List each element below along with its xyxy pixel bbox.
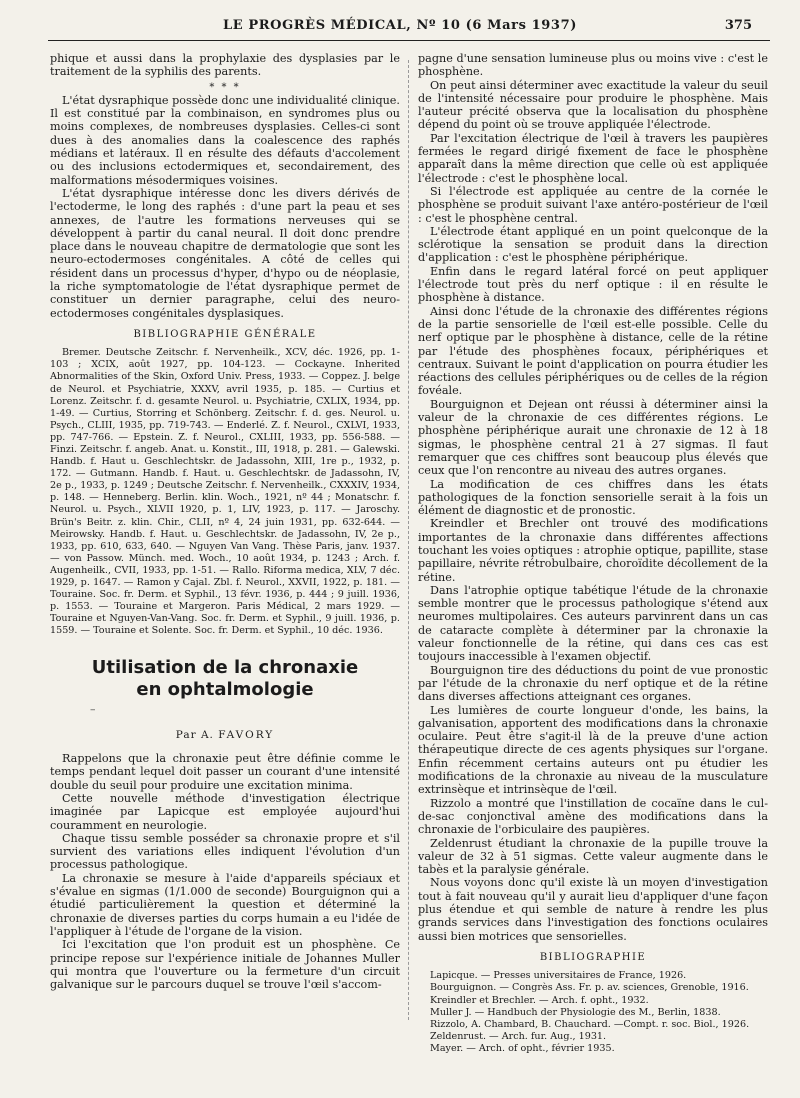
bibliography-list	[418, 970, 768, 1055]
bibliography-heading: BIBLIOGRAPHIE GÉNÉRALE	[133, 328, 317, 340]
paragraph: Rizzolo a montré que l'instillation de cocaïne dans le cul-de-sac conjonctival amène des modifications dans la chronaxie de l'orbiculaire des paupières.	[418, 796, 768, 837]
section-separator: * * *	[209, 81, 241, 93]
paragraph: Les lumières de courte longueur d'onde, les bains, la galvanisation, apportent des modifications dans la chronaxie oculaire. Peut être s'agit-il là de la preuve d'une action thérapeutique directe de ces agents physiques sur l'organe. Enfin récemment certains auteurs ont pu étudier les modifications de la chronaxie au niveau de la musculature extrinsèque et intrinsèque de l'œil.	[418, 703, 768, 797]
page-number: 375	[724, 18, 752, 33]
page-header	[48, 18, 752, 40]
article-title-line: en ophtalmologie	[136, 679, 314, 701]
paragraph: pagne d'une sensation lumineuse plus ou moins vive : c'est le phosphène.	[418, 52, 768, 79]
paragraph: Ici l'excitation que l'on produit est un phosphène. Ce principe repose sur l'expérience initiale de Johannes Muller qui montra que l'ouverture ou la fermeture d'un circuit galvanique sur le parcours duquel se trouve l'œil s'accom-	[50, 938, 400, 992]
paragraph: Par l'excitation électrique de l'œil à travers les paupières fermées le regard dirigé fixement de face le phosphène apparaît dans la même direction que celle où est appliquée l'électrode : c'est le phosphène local.	[418, 131, 768, 185]
bibliography-entry: Kreindler et Brechler. — Arch. f. opht., 1932.	[430, 994, 649, 1006]
paragraph: L'état dysraphique possède donc une individualité clinique. Il est constitué par la combinaison, en syndromes plus ou moins complexes, de nombreuses dysplasies. Celles-ci sont dues à des anomalies dans la coalescence des raphés médians et latéraux. Il en résulte des défauts d'accolement ou des inclusions ectodermiques et, secondairement, des malformations mésodermiques voisines.	[50, 93, 400, 187]
dash-mark: –	[90, 703, 96, 717]
bibliography-text: Bremer. Deutsche Zeitschr. f. Nervenheilk., XCV, déc. 1926, pp. 1-103 ; XCIX, août 1927, pp. 104-123. — Cockayne. Inherited Abnormalities of the Skin, Oxford Univ. Press, 1933. — Coppez. J. belge de Neurol. et Psychiatrie, XXXV, avril 1935, p. 185. — Curtius et Lorenz. Zeitschr. f. d. gesamte Neurol. u. Psychiatrie, CXLIX, 1934, pp. 1-49. — Curtius, Storring et Schönberg. Zeitschr. f. d. ges. Neurol. u. Psych., CLIII, 1935, pp. 719-743. — Enderlé. Z. f. Neurol., CXLVI, 1933, pp. 747-766. — Epstein. Z. f. Neurol., CXLIII, 1933, pp. 556-588. — Finzi. Zeitschr. f. angeb. Anat. u. Konstit., III, 1918, p. 281. — Galewski. Handb. f. Haut u. Geschlechtskr. de Jadassohn, XIII, 1re p., 1932, p. 172. — Gutmann. Handb. f. Haut. u. Geschlechtskr. de Jadassohn, IV, 2e p., 1933, p. 1249 ; Deutsche Zeitschr. f. Nervenheilk., CXXXIV, 1934, p. 148. — Henneberg. Berlin. klin. Woch., 1921, nº 44 ; Monatschr. f. Neurol. u. Psych., XLVII 1920, p. 1, LIV, 1923, p. 117. — Jaroschy. Brün's Beitr. z. klin. Chir., CLII, nº 4, 24 juin 1931, pp. 632-644. — Meirowsky. Handb. f. Haut. u. Geschlechtskr. de Jadassohn, IV, 2e p., 1933, pp. 610, 633, 640. — Nguyen Van Vang. Thèse Paris, janv. 1937. — von Passow. Münch. med. Woch., 10 août 1934, p. 1243 ; Arch. f. Augenheilk., CVII, 1933, pp. 1-51. — Rallo. Riforma medica, XLV, 7 déc. 1929, p. 1647. — Ramon y Cajal. Zbl. f. Neurol., XXVII, 1922, p. 181. — Touraine. Soc. fr. Derm. et Syphil., 13 févr. 1936, p. 444 ; 9 juill. 1936, p. 1553. — Touraine et Margeron. Paris Médical, 2 mars 1929. — Touraine et Nguyen-Van-Vang. Soc. fr. Derm. et Syphil., 9 juill. 1936, p. 1559. — Touraine et Solente. Soc. fr. Derm. et Syphil., 10 déc. 1936.	[50, 347, 401, 637]
bibliography-entry: Bourguignon. — Congrès Ass. Fr. p. av. sciences, Grenoble, 1916.	[430, 982, 749, 994]
paragraph: Enfin dans le regard latéral forcé on peut appliquer l'électrode tout près du nerf optique : il en résulte le phosphène à distance.	[418, 264, 768, 305]
paragraph: La chronaxie se mesure à l'aide d'appareils spéciaux et s'évalue en sigmas (1/1.000 de seconde) Bourguignon qui a étudié particulièrement la question et déterminé la chronaxie de diverses parties du corps humain a eu l'idée de l'appliquer à l'étude de l'organe de la vision.	[50, 871, 400, 938]
paragraph: Bourguignon tire des déductions du point de vue pronostic par l'étude de la chronaxie du nerf optique et de la rétine dans diverses affections atteignant ces organes.	[418, 663, 768, 704]
bibliography-heading: BIBLIOGRAPHIE	[539, 951, 647, 963]
paragraph: Cette nouvelle méthode d'investigation électrique imaginée par Lapicque est employée aujourd'hui couramment en neurologie.	[50, 791, 400, 832]
paragraph: L'état dysraphique intéresse donc les divers dérivés de l'ectoderme, le long des raphés : d'une part la peau et ses annexes, de l'autre les formations nerveuses qui se développent à partir du canal neural. Il doit donc prendre place dans le nouveau chapitre de dermatologie que sont les neuro-ectodermoses congénitales. A côté de celles qui résident dans un processus d'hyper, d'hypo ou de néoplasie, la riche symptomatologie de l'état dysraphique permet de constituer un dernier paragraphe, celui des neuro-ectodermoses congénitales dysplasiques.	[50, 186, 400, 320]
paragraph: Si l'électrode est appliquée au centre de la cornée le phosphène se produit suivant l'axe antéro-postérieur de l'œil : c'est le phosphène central.	[418, 184, 768, 225]
bibliography-entry: Rizzolo, A. Chambard, B. Chauchard. —Compt. r. soc. Biol., 1926.	[430, 1019, 750, 1030]
article-title	[50, 657, 400, 701]
paragraph: Dans l'atrophie optique tabétique l'étude de la chronaxie semble montrer que le processus pathologique s'étend aux neuromes multipolaires. Ces auteurs parvinrent dans un cas de cataracte complète à déterminer par la chronaxie la valeur fonctionnelle de la rétine, qui dans ces cas est toujours inaccessible à l'examen objectif.	[418, 583, 768, 664]
paragraph: Chaque tissu semble posséder sa chronaxie propre et s'il survient des variations elles indiquent l'évolution d'un processus pathologique.	[50, 831, 400, 872]
header-rule	[48, 40, 770, 41]
journal-title: LE PROGRÈS MÉDICAL, Nº 10 (6 Mars 1937)	[223, 18, 577, 33]
bibliography-entry: Zeldenrust. — Arch. fur. Aug., 1931.	[430, 1031, 607, 1043]
paragraph: Ainsi donc l'étude de la chronaxie des différentes régions de la partie sensorielle de l'œil est-elle possible. Celle du nerf optique par le phosphène à distance, celle de la rétine par l'étude des phosphènes focaux, périphériques et centraux. Suivant le point d'application on pourra étudier les réactions des cellules périphériques ou de celles de la région fovéale.	[418, 304, 768, 398]
article-title-line: Utilisation de la chronaxie	[91, 657, 359, 679]
bibliography-entry: Lapicque. — Presses universitaires de France, 1926.	[430, 970, 687, 982]
paragraph: La modification de ces chiffres dans les états pathologiques de la fonction sensorielle serait à la fois un élément de diagnostic et de pronostic.	[418, 477, 768, 518]
left-column	[50, 52, 400, 991]
bibliography-entry: Muller J. — Handbuch der Physiologie des M., Berlin, 1838.	[430, 1006, 721, 1018]
column-divider	[408, 60, 409, 1020]
paragraph: On peut ainsi déterminer avec exactitude la valeur du seuil de l'intensité nécessaire pour produire le phosphène. Mais l'auteur précité observa que la localisation du phosphène dépend du point où se trouve appliquée l'électrode.	[418, 78, 768, 132]
paragraph: Bourguignon et Dejean ont réussi à déterminer ainsi la valeur de la chronaxie de ces différentes régions. Le phosphène périphérique aurait une chronaxie de 12 à 18 sigmas, le phosphène central 21 à 27 sigmas. Il faut remarquer que ces chiffres sont beaucoup plus élevés que ceux que l'on rencontre au niveau des autres organes.	[418, 397, 768, 478]
right-column	[418, 52, 768, 1056]
paragraph: Nous voyons donc qu'il existe là un moyen d'investigation tout à fait nouveau qu'il y aurait lieu d'appliquer d'une façon plus étendue et qui semble de nature à rendre les plus grands services dans l'investigation des fonctions oculaires aussi bien motrices que sensorielles.	[418, 876, 768, 943]
bibliography-entry: Mayer. — Arch. of opht., février 1935.	[430, 1043, 615, 1055]
paragraph: phique et aussi dans la prophylaxie des dysplasies par le traitement de la syphilis des parents.	[50, 52, 400, 79]
byline-prefix: Par A.	[175, 728, 214, 741]
paragraph: L'électrode étant appliqué en un point quelconque de la sclérotique la sensation se produit dans la direction d'application : c'est le phosphène périphérique.	[418, 224, 768, 265]
paragraph: Kreindler et Brechler ont trouvé des modifications importantes de la chronaxie dans différentes affections touchant les voies optiques : atrophie optique, papillite, stase papillaire, névrite rétrobulbaire, choroïdite décollement de la rétine.	[418, 517, 768, 584]
author-name: FAVORY	[218, 728, 275, 741]
paragraph: Zeldenrust étudiant la chronaxie de la pupille trouve la valeur de 32 à 51 sigmas. Cette valeur augmente dans le tabès et la paralysie générale.	[418, 836, 768, 877]
byline	[50, 729, 400, 742]
paragraph: Rappelons que la chronaxie peut être définie comme le temps pendant lequel doit passer un courant d'une intensité double du seuil pour produire une excitation minima.	[50, 752, 400, 792]
